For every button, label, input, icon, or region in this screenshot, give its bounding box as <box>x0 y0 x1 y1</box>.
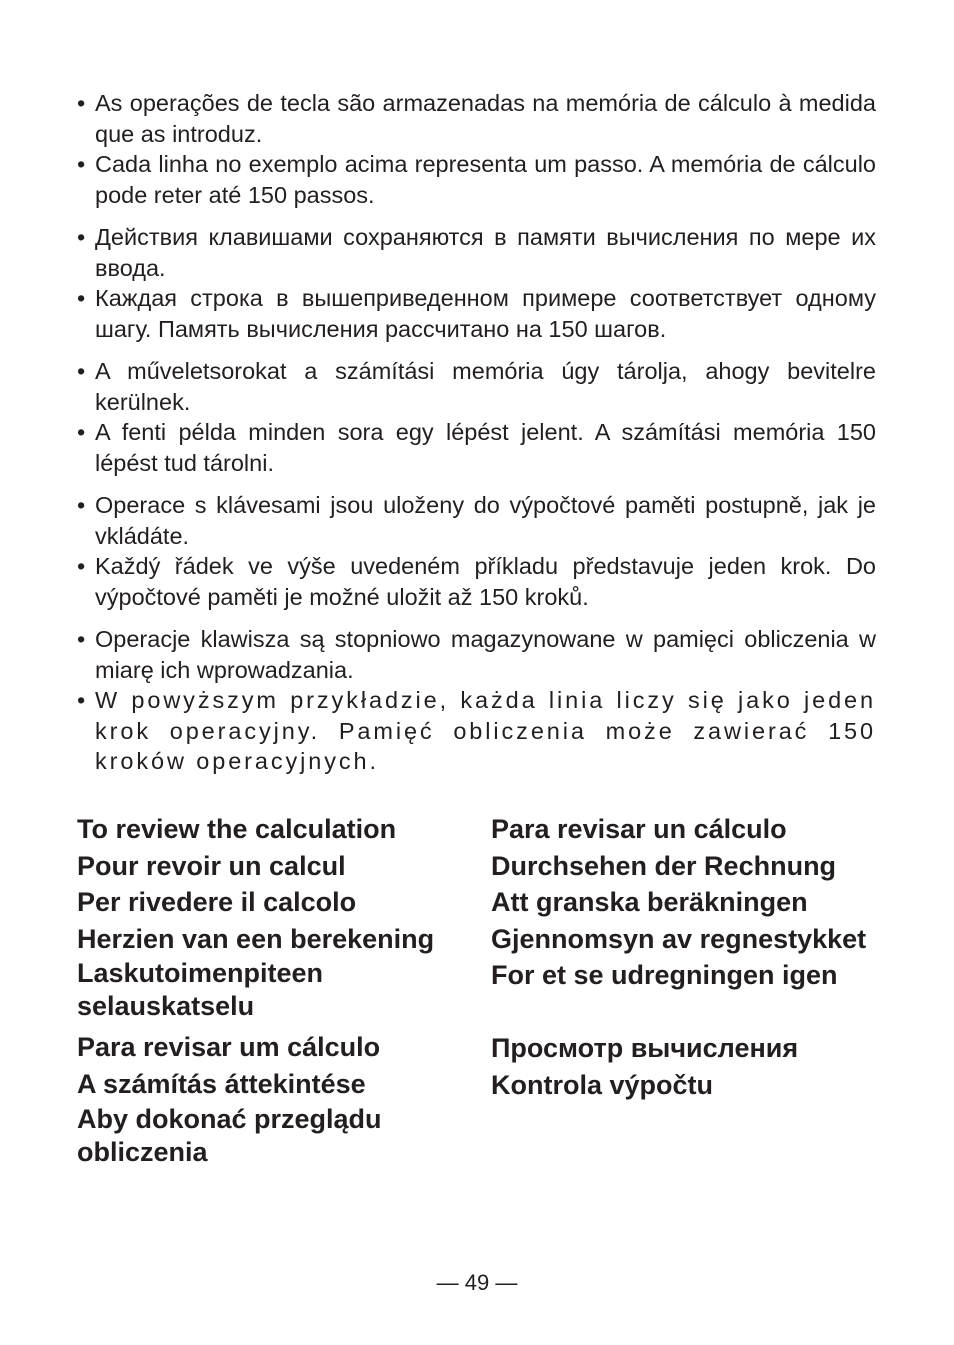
bullet-text: Operacje klawisza są stopniowo magazynowane w pamięci obliczenia w miarę ich wprowadzania. <box>95 626 876 683</box>
heading-cs: Kontrola výpočtu <box>491 1069 714 1100</box>
bullet-dot: • <box>77 285 86 311</box>
bullet-item <box>77 222 876 283</box>
bullet-dot: • <box>77 626 86 652</box>
bullet-item <box>77 283 876 344</box>
bullet-group-cs <box>77 490 876 612</box>
heading-fi: Laskutoimenpiteen selauskatselu <box>77 958 324 1022</box>
bullet-dot: • <box>77 492 86 518</box>
bullet-group-ru <box>77 222 876 344</box>
bullet-text: Каждая строка в вышеприведенном примере соответствует одному шагу. Память вычисления рассчитано на 150 шагов. <box>95 285 876 342</box>
headings-right-column <box>491 811 891 1103</box>
bullet-notes <box>77 88 876 789</box>
bullet-text: Každý řádek ve výše uvedeném příkladu představuje jeden krok. Do výpočtové paměti je možné uložit až 150 kroků. <box>95 553 876 610</box>
bullet-text: As operações de tecla são armazenadas na memória de cálculo à medida que as introduz. <box>95 90 876 147</box>
bullet-item <box>77 356 876 417</box>
bullet-item <box>77 490 876 551</box>
heading-nl: Herzien van een berekening <box>77 923 435 954</box>
bullet-text: A műveletsorokat a számítási memória úgy tárolja, ahogy bevitelre kerülnek. <box>95 358 876 415</box>
heading-de: Durchsehen der Rechnung <box>491 850 837 881</box>
bullet-item <box>77 417 876 478</box>
bullet-text: Operace s klávesami jsou uloženy do výpočtové paměti postupně, jak je vkládáte. <box>95 492 876 549</box>
bullet-dot: • <box>77 419 86 445</box>
bullet-item <box>77 551 876 612</box>
bullet-dot: • <box>77 151 86 177</box>
heading-no: Gjennomsyn av regnestykket <box>491 923 867 954</box>
heading-it: Per rivedere il calcolo <box>77 887 357 918</box>
heading-es: Para revisar un cálculo <box>491 814 787 844</box>
heading-pt: Para revisar um cálculo <box>77 1032 381 1063</box>
bullet-group-pt <box>77 88 876 210</box>
bullet-text: Cada linha no exemplo acima representa um passo. A memória de cálculo pode reter até 150 passos. <box>95 151 876 208</box>
heading-fr: Pour revoir un calcul <box>77 850 346 881</box>
bullet-dot: • <box>77 687 89 713</box>
heading-da: For et se udregningen igen <box>491 960 838 991</box>
bullet-item <box>77 624 876 685</box>
bullet-dot: • <box>77 553 86 579</box>
bullet-item <box>77 149 876 210</box>
heading-hu: A számítás áttekintése <box>77 1068 366 1099</box>
bullet-dot: • <box>77 90 86 116</box>
bullet-dot: • <box>77 224 86 250</box>
bullet-group-pl <box>77 624 876 777</box>
bullet-text: A fenti példa minden sora egy lépést jelent. A számítási memória 150 lépést tud tárolni. <box>95 419 876 476</box>
bullet-item <box>77 685 876 777</box>
heading-pl: Aby dokonać przeglądu obliczenia <box>77 1103 382 1167</box>
bullet-text: Действия клавишами сохраняются в памяти вычисления по мере их ввода. <box>95 224 876 281</box>
heading-ru: Просмотр вычисления <box>491 1032 799 1063</box>
bullet-text: W powyższym przykładzie, każda linia liczy się jako jeden krok operacyjny. Pamięć obliczenia może zawierać 150 kroków operacyjnych. <box>95 687 876 774</box>
bullet-item <box>77 88 876 149</box>
heading-en: To review the calculation <box>77 814 397 844</box>
heading-sv: Att granska beräkningen <box>491 887 808 918</box>
bullet-dot: • <box>77 358 86 384</box>
headings-left-column <box>77 811 467 1175</box>
page-number: — 49 — <box>436 1270 518 1295</box>
bullet-group-hu <box>77 356 876 478</box>
